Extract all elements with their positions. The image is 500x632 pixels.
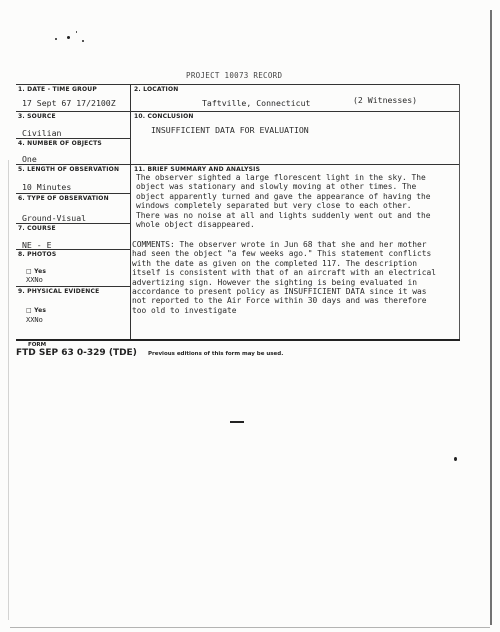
page-edge-shadow: [490, 10, 492, 625]
rule: [16, 193, 130, 194]
rule: [16, 111, 460, 112]
summary-text: [136, 173, 431, 229]
source-value: Civilian: [22, 128, 62, 138]
rule: [16, 339, 460, 341]
speck: [82, 40, 84, 42]
summary-line: object apparently turned and gave the appearance of having the: [136, 191, 431, 201]
summary-line: whole object disappeared.: [136, 220, 255, 230]
page-bottom-edge: [10, 627, 490, 628]
rule: [16, 84, 460, 85]
rule: [16, 223, 130, 224]
location-label: 2. LOCATION: [134, 86, 179, 93]
number-of-objects-value: One: [22, 154, 37, 164]
length-of-observation-label: 5. LENGTH OF OBSERVATION: [18, 166, 120, 173]
comments-line: had seen the object "a few weeks ago." This statement conflicts: [132, 249, 432, 259]
comments-line: with the date as given on the completed 117. The description: [132, 258, 418, 268]
stray-mark: [230, 421, 244, 423]
form-label: FORM: [28, 342, 47, 348]
project-record-form: [16, 71, 460, 358]
speck: [76, 31, 77, 33]
form-number: FTD SEP 63 0-329 (TDE): [16, 348, 137, 358]
conclusion-label: 10. CONCLUSION: [134, 113, 194, 120]
summary-line: windows completely separated but very close to each other.: [136, 201, 412, 211]
summary-line: There was no noise at all and lights suddenly went out and the: [136, 210, 431, 220]
rule: [16, 138, 130, 139]
comments-line: too old to investigate: [132, 305, 237, 315]
rule: [16, 164, 130, 165]
speck: [67, 36, 70, 39]
date-time-label: 1. DATE - TIME GROUP: [18, 86, 97, 93]
speck: [55, 38, 57, 40]
comments-line: COMMENTS: The observer wrote in Jun 68 that she and her mother: [132, 240, 427, 249]
physical-evidence-no-checked: XXNo: [26, 316, 43, 324]
comments-text: [132, 240, 436, 315]
length-of-observation-value: 10 Minutes: [22, 182, 72, 192]
date-time-value: 17 Sept 67 17/2100Z: [22, 98, 116, 108]
conclusion-value: INSUFFICIENT DATA FOR EVALUATION: [151, 125, 309, 135]
location-note: (2 Witnesses): [353, 95, 418, 105]
location-value: Taftville, Connecticut: [202, 98, 311, 108]
summary-line: The observer sighted a large florescent light in the sky. The: [136, 173, 426, 182]
summary-label: 11. BRIEF SUMMARY AND ANALYSIS: [134, 166, 261, 173]
right-border: [459, 84, 460, 339]
course-label: 7. COURSE: [18, 225, 56, 232]
photos-no-checked: XXNo: [26, 276, 43, 284]
column-divider: [130, 84, 131, 339]
source-label: 3. SOURCE: [18, 113, 56, 120]
comments-line: not reported to the Air Force within 30 days and was therefore: [132, 296, 427, 306]
rule: [16, 286, 130, 287]
photos-yes-checkbox: □ Yes: [26, 268, 47, 275]
physical-evidence-yes-checkbox: □ Yes: [26, 307, 47, 314]
course-value: NE - E: [22, 240, 52, 250]
photos-label: 8. PHOTOS: [18, 251, 57, 258]
physical-evidence-label: 9. PHYSICAL EVIDENCE: [18, 288, 100, 295]
form-title: PROJECT 10073 RECORD: [186, 71, 283, 80]
page-edge-faint: [8, 160, 9, 620]
type-of-observation-value: Ground-Visual: [22, 213, 87, 223]
rule: [130, 164, 460, 165]
type-of-observation-label: 6. TYPE OF OBSERVATION: [18, 195, 109, 202]
speck: [454, 457, 457, 461]
form-footnote: Previous editions of this form may be used.: [148, 351, 284, 357]
summary-line: object was stationary and slowly moving at other times. The: [136, 182, 417, 192]
comments-line: advertizing sign. However the sighting is being evaluated in: [132, 277, 418, 287]
comments-line: accordance to present policy as INSUFFICIENT DATA since it was: [132, 287, 427, 297]
number-of-objects-label: 4. NUMBER OF OBJECTS: [18, 140, 102, 147]
comments-line: itself is consistent with that of an aircraft with an electrical: [132, 268, 437, 278]
